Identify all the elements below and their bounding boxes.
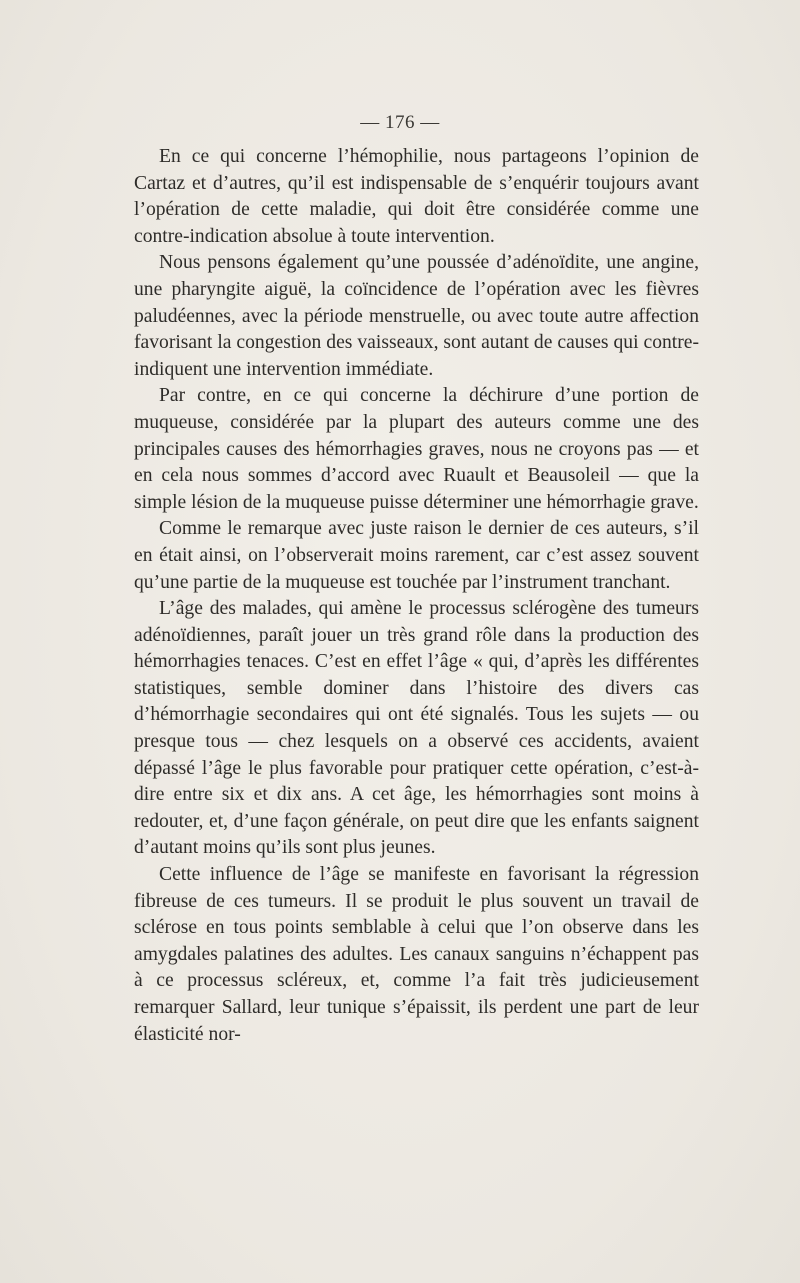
text-body [134,144,699,1048]
paragraph-influence-age: Cette influence de l’âge se manifeste en favorisant la régression fibreuse de ces tumeurs. Il se produit le plus souvent un travail de sclérose en tous points semblable à celui que l’on observe dans les amygdales palatines des adultes. Les canaux sanguins n’échappent pas à ce processus scléreux, et, comme l’a fait très judicieusement remarquer Sallard, leur tunique s’épaissit, ils perdent une part de leur élasticité nor- [134,864,699,1045]
paragraph-remarque-auteurs: Comme le remarque avec juste raison le dernier de ces auteurs, s’il en était ainsi, on l’observerait moins rarement, car c’est assez souvent qu’une partie de la muqueuse est touchée par l’instrument tranchant. [134,518,699,593]
paragraph-dechirure-muqueuse: Par contre, en ce qui concerne la déchirure d’une portion de muqueuse, considérée par la plupart des auteurs comme une des principales causes des hémorrhagies graves, nous ne croyons pas — et en cela nous sommes d’accord avec Ruault et Beausoleil — que la simple lésion de la muqueuse puisse déterminer une hémorrhagie grave. [134,385,699,513]
paragraph-contre-indications: Nous pensons également qu’une poussée d’adénoïdite, une angine, une pharyngite aiguë, la coïncidence de l’opération avec les fièvres paludéennes, avec la période menstruelle, ou avec toute autre affection favorisant la congestion des vaisseaux, sont autant de causes qui contre-indiquent une intervention immédiate. [134,252,699,380]
paragraph-hemophilie: En ce qui concerne l’hémophilie, nous partageons l’opinion de Cartaz et d’autres, qu’il est indispensable de s’enquérir toujours avant l’opération de cette maladie, qui doit être considérée comme une contre-indication absolue à toute intervention. [134,146,699,247]
paragraph-age-malades: L’âge des malades, qui amène le processus sclérogène des tumeurs adénoïdiennes, paraît jouer un très grand rôle dans la production des hémorrhagies tenaces. C’est en effet l’âge « qui, d’après les différentes statistiques, semble dominer dans l’histoire des divers cas d’hémorrhagie secondaires qui ont été signalés. Tous les sujets — ou presque tous — chez lesquels on a observé ces accidents, avaient dépassé l’âge le plus favorable pour pratiquer cette opération, c’est-à-dire entre six et dix ans. A cet âge, les hémorrhagies sont moins à redouter, et, d’une façon générale, on peut dire que les enfants saignent d’autant moins qu’ils sont plus jeunes. [134,598,699,859]
page-number: — 176 — [360,112,440,133]
